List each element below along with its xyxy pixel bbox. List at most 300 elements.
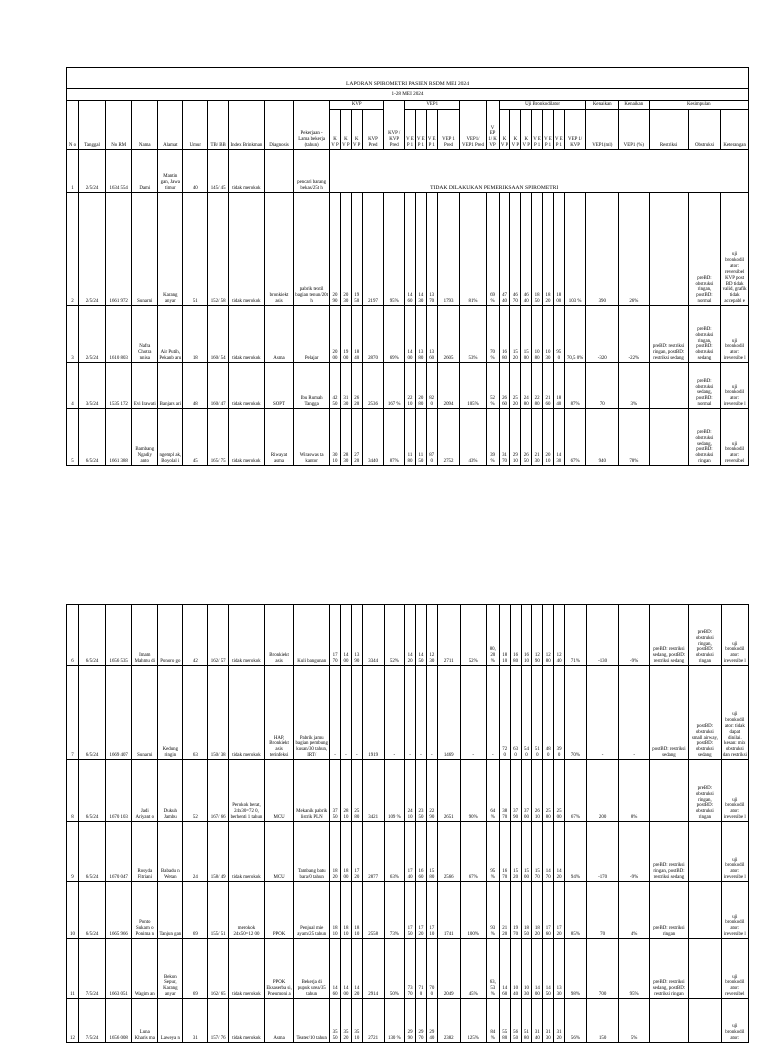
row-bd-1: 47 40 bbox=[499, 193, 510, 306]
header-kenaikan-ml: VEP1(ml) bbox=[586, 110, 619, 150]
row-restriksi bbox=[649, 409, 688, 466]
header-pekerjaan: Pekerjaan -Lama bekerja (tahun) bbox=[294, 101, 330, 150]
header-umur: Umur bbox=[183, 101, 208, 150]
row-umur: 45 bbox=[183, 409, 208, 466]
row-index-brinkman: Perokok berat, 24x30=72 0, berhenti 1 tahun bbox=[229, 760, 265, 822]
row-kvp-pct: 87% bbox=[384, 409, 405, 466]
row-tanggal: 6/5/24 bbox=[78, 409, 105, 466]
table-row bbox=[67, 999, 749, 1043]
row-keterangan: uji bronkodil ator: ireversibe l bbox=[721, 306, 749, 363]
table-row bbox=[67, 363, 749, 409]
row-bd-1: 72 0 bbox=[499, 666, 510, 760]
row-bd-3: 26 50 bbox=[521, 409, 532, 466]
header-kenaikan-pct-group: Kenaikan bbox=[619, 101, 649, 110]
report-period-row bbox=[67, 89, 749, 101]
row-bd-2: 19 70 bbox=[510, 882, 521, 939]
row-obstruksi bbox=[689, 822, 722, 882]
row-no-rm: 1670 103 bbox=[106, 760, 132, 822]
table-row bbox=[67, 409, 749, 466]
row-vep1-pct: 52% bbox=[460, 605, 486, 666]
header-alamat: Alamat bbox=[158, 101, 183, 150]
row-kvp-1: 18 10 bbox=[330, 882, 341, 939]
row-tanggal: 6/5/24 bbox=[78, 666, 105, 760]
header-bd-6: V E P 1 bbox=[553, 110, 564, 150]
row-vep1-2: - bbox=[416, 666, 427, 760]
row-kvp-3: 14 20 bbox=[351, 939, 362, 999]
row-bd-5: 17 60 bbox=[543, 882, 554, 939]
row-tanggal: 2/5/24 bbox=[78, 306, 105, 363]
row-kvp-pct: 73% bbox=[384, 882, 405, 939]
row-vep1-1: 73 70 bbox=[405, 939, 416, 999]
row-diagnosis bbox=[264, 150, 293, 193]
row-kvp-pred: 2721 bbox=[362, 999, 384, 1043]
row-vep1-1: 14 60 bbox=[405, 193, 416, 306]
row-kvp-pct: 63% bbox=[384, 822, 405, 882]
row-bd-4: 22 80 bbox=[532, 363, 543, 409]
row-alamat: Dukuh Jambu bbox=[158, 760, 183, 822]
row-kvp-2: 19 00 bbox=[340, 306, 351, 363]
row-obstruksi: postBD: obstruksi small airway, postBD: obstruksi sedang bbox=[689, 666, 722, 760]
header-vep1-3: V E P 1 bbox=[426, 110, 437, 150]
row-index-brinkman: tidak merokok bbox=[229, 999, 265, 1043]
row-bd-2: 63 0 bbox=[510, 666, 521, 760]
row-kvp-pct: 69% bbox=[384, 306, 405, 363]
row-nama: Nafra Chotra nnisa bbox=[132, 306, 158, 363]
row-bd-ratio: 70,5 0% bbox=[564, 306, 586, 363]
row-kvp-2: - bbox=[341, 666, 352, 760]
row-restriksi bbox=[649, 999, 688, 1043]
row-alamat: Tanjun gan bbox=[158, 882, 183, 939]
row-bd-4: 18 20 bbox=[532, 882, 543, 939]
row-vep1-3: 22 90 bbox=[426, 760, 437, 822]
row-bd-6: 13 30 bbox=[554, 939, 565, 999]
row-bd-ratio: 85% bbox=[565, 882, 587, 939]
row-nama: Evi Irawati bbox=[132, 363, 158, 409]
row-vep1-pct: 81% bbox=[460, 193, 486, 306]
row-bd-1: 16 80 bbox=[499, 306, 510, 363]
row-vep1-2: 29 70 bbox=[416, 999, 427, 1043]
row-no: 8 bbox=[67, 760, 79, 822]
row-pekerjaan: Mekanik pabrik listrik PLN bbox=[294, 760, 330, 822]
row-no: 2 bbox=[67, 193, 79, 306]
row-kenaikan-ml: -130 bbox=[586, 605, 619, 666]
row-tb-bb: 167/ 66 bbox=[208, 760, 229, 822]
row-bd-3: 54 0 bbox=[521, 666, 532, 760]
row-umur: 24 bbox=[183, 822, 208, 882]
row-kvp-3: 18 40 bbox=[351, 306, 362, 363]
row-vep1-1: - bbox=[405, 666, 416, 760]
row-kenaikan-ml: 940 bbox=[586, 409, 619, 466]
row-kenaikan-pct: -22% bbox=[619, 306, 649, 363]
header-group-row bbox=[67, 101, 749, 110]
row-pekerjaan: Wiraswas ta kantor bbox=[294, 409, 330, 466]
row-index-brinkman: merokok 24x50=12 00 bbox=[229, 882, 265, 939]
row-obstruksi: preBD: obstruksi ringan, postBD: obstruksi ringan bbox=[689, 760, 722, 822]
header-keterangan: Keterangan bbox=[721, 110, 749, 150]
row-kenaikan-pct: -9% bbox=[619, 605, 649, 666]
row-no: 3 bbox=[67, 306, 79, 363]
row-vep1-pred: 2049 bbox=[437, 939, 460, 999]
row-bd-6: 14 20 bbox=[554, 822, 565, 882]
row-kenaikan-pct: 3% bbox=[619, 363, 649, 409]
row-restriksi: preBD: restriksi sedang, postBD: restriksi ringan bbox=[649, 939, 688, 999]
row-kvp-2: 28 10 bbox=[341, 760, 352, 822]
row-bd-6: 25 00 bbox=[554, 760, 565, 822]
header-no-rm: No RM bbox=[106, 101, 132, 150]
table-row bbox=[67, 306, 749, 363]
row-vep1-kvp: 63, 53 % bbox=[486, 939, 499, 999]
row-no: 1 bbox=[67, 150, 79, 193]
row-bd-1: 38 70 bbox=[499, 760, 510, 822]
row-tanggal: 6/5/24 bbox=[78, 760, 105, 822]
row-diagnosis: MCU bbox=[264, 822, 293, 882]
row-kenaikan-ml: -170 bbox=[586, 822, 619, 882]
row-no-rm: 1535 172 bbox=[106, 363, 132, 409]
row-bd-ratio: 71% bbox=[565, 605, 587, 666]
header-bronkodilator-group: Uji Bronkodilator bbox=[499, 101, 586, 110]
row-no-rm: 1665 966 bbox=[106, 882, 132, 939]
row-keterangan: uji bronkodil ator: ireversibe l bbox=[721, 363, 749, 409]
row-kvp-pred: 2558 bbox=[362, 882, 384, 939]
header-vep1-pred: VEP 1 Pred bbox=[437, 110, 460, 150]
row-bd-1: 31 70 bbox=[499, 409, 510, 466]
table-row bbox=[67, 666, 749, 760]
row-bd-4: 21 30 bbox=[532, 409, 543, 466]
row-kenaikan-ml: 390 bbox=[586, 193, 619, 306]
row-vep1-kvp: 95 % bbox=[486, 822, 499, 882]
row-bd-6: 18 40 bbox=[553, 363, 564, 409]
row-kvp-pct: 167 % bbox=[384, 363, 405, 409]
row-bd-6: 95 0 bbox=[553, 306, 564, 363]
row-tanggal: 2/5/24 bbox=[78, 150, 105, 193]
row-bd-ratio: 98% bbox=[565, 939, 587, 999]
row-bd-2: 56 50 bbox=[510, 999, 521, 1043]
row-pekerjaan: Pabrik jamu bagian pembung kusan/30 tahun, IRT/ bbox=[294, 666, 330, 760]
row-tb-bb: 152/ 58 bbox=[208, 193, 229, 306]
row-bd-5: 12 80 bbox=[543, 605, 554, 666]
row-no: 12 bbox=[67, 999, 79, 1043]
row-kvp-2: 18 00 bbox=[341, 822, 352, 882]
row-kvp-pct: 109 % bbox=[384, 760, 405, 822]
row-alamat: Bekon Sepur, Karang anyar bbox=[158, 939, 183, 999]
row-bd-3: 51 80 bbox=[521, 999, 532, 1043]
row-kvp-1: 20 00 bbox=[330, 306, 341, 363]
row-kenaikan-pct: 95% bbox=[619, 939, 649, 999]
header-nama: Nama bbox=[132, 101, 158, 150]
row-bd-4: 51 0 bbox=[532, 666, 543, 760]
row-vep1-pred: 2711 bbox=[437, 605, 460, 666]
row-vep1-kvp: - bbox=[486, 666, 499, 760]
row-bd-2: 37 90 bbox=[510, 760, 521, 822]
row-bd-4: 18 50 bbox=[532, 193, 543, 306]
row-vep1-kvp: 93 % bbox=[486, 882, 499, 939]
row-diagnosis: Riwayat asma bbox=[264, 409, 293, 466]
row-vep1-2: 17 20 bbox=[416, 882, 427, 939]
table-row bbox=[67, 939, 749, 999]
header-vep1-group: VEP1 bbox=[405, 101, 460, 110]
row-restriksi bbox=[649, 363, 688, 409]
row-kvp-3: - bbox=[351, 666, 362, 760]
row-bd-3: 46 40 bbox=[521, 193, 532, 306]
row-index-brinkman: tidak merokok bbox=[228, 150, 264, 193]
row-no-rm: 1656 535 bbox=[106, 605, 132, 666]
row-keterangan: uji bronkodil ator: tidak dapat dinilai. kesan: mix obstruksi dan restriksi bbox=[721, 666, 748, 760]
header-bd-3: K V P bbox=[521, 110, 532, 150]
row-vep1-kvp: 39 % bbox=[486, 409, 499, 466]
row-vep1-1: 14 20 bbox=[405, 605, 416, 666]
row-vep1-pred: 1741 bbox=[437, 882, 460, 939]
row-vep1-kvp: 70 % bbox=[486, 306, 499, 363]
row-kenaikan-pct: 78% bbox=[619, 409, 649, 466]
row-nama: Rosyda Fitriani bbox=[132, 822, 158, 882]
report-title-row bbox=[67, 68, 749, 89]
row-pekerjaan: pabrik textil bagian tenun/20t h bbox=[294, 193, 330, 306]
row-kvp-1: 37 50 bbox=[330, 760, 341, 822]
header-kenaikan-pct: VEP1 (%) bbox=[619, 110, 649, 150]
row-restriksi: preBD: restriksi ringan, postBD: restriksi sedang bbox=[649, 306, 688, 363]
row-bd-6: 17 20 bbox=[554, 882, 565, 939]
row-index-brinkman: tidak merokok bbox=[228, 193, 264, 306]
row-vep1-pct: 125% bbox=[460, 999, 486, 1043]
row-kvp-3: 19 50 bbox=[351, 193, 362, 306]
row-no-rm: 1634 554 bbox=[106, 150, 132, 193]
row-kvp-3: 18 10 bbox=[351, 882, 362, 939]
row-vep1-2: 23 50 bbox=[416, 760, 427, 822]
row-bd-3: 24 80 bbox=[521, 363, 532, 409]
row-kvp-2: 20 30 bbox=[340, 193, 351, 306]
row-nama: Sunarni bbox=[132, 193, 158, 306]
header-kvp-1: K V P bbox=[330, 110, 341, 150]
header-tanggal: Tanggal bbox=[78, 101, 105, 150]
row-restriksi: preBD: restriksi ringan bbox=[649, 882, 688, 939]
row-alamat: Laweya n bbox=[158, 999, 183, 1043]
row-kvp-1: 14 60 bbox=[330, 939, 341, 999]
row-tanggal: 3/5/24 bbox=[78, 363, 105, 409]
row-kenaikan-pct: 26% bbox=[619, 193, 649, 306]
row-bd-ratio: 67% bbox=[564, 409, 586, 466]
row-diagnosis: Bronkiekt asis bbox=[264, 605, 293, 666]
row-vep1-pred: 1469 bbox=[437, 666, 460, 760]
row-restriksi bbox=[649, 193, 688, 306]
row-index-brinkman: tidak merokok bbox=[228, 409, 264, 466]
row-no: 9 bbox=[67, 822, 79, 882]
row-kvp-2: 28 30 bbox=[340, 409, 351, 466]
row-vep1-pct: 43% bbox=[460, 409, 486, 466]
row-obstruksi bbox=[689, 939, 722, 999]
row-bd-4: 15 70 bbox=[532, 822, 543, 882]
report-period: 1-28 MEI 2024 bbox=[67, 89, 749, 101]
table-row bbox=[67, 193, 749, 306]
header-kvp-pred: KVP Pred bbox=[362, 110, 384, 150]
header-diagnosis: Diagnosis bbox=[264, 101, 293, 150]
row-bd-6: 31 20 bbox=[554, 999, 565, 1043]
row-obstruksi bbox=[689, 882, 722, 939]
row-tanggal: 7/5/24 bbox=[78, 939, 105, 999]
row-bd-4: 14 00 bbox=[532, 939, 543, 999]
header-bd-5: V E P 1 bbox=[543, 110, 554, 150]
row-alamat: Air Putih, Pekanb aru bbox=[158, 306, 183, 363]
row-bd-5: 25 80 bbox=[543, 760, 554, 822]
row-vep1-3: 13 70 bbox=[426, 193, 437, 306]
row-vep1-2: 13 80 bbox=[415, 306, 426, 363]
row-kenaikan-ml: 700 bbox=[586, 939, 619, 999]
row-pekerjaan: Ibu Rumah Tangga bbox=[294, 363, 330, 409]
row-bd-6: 12 40 bbox=[554, 605, 565, 666]
header-vep1-2: V E P 1 bbox=[415, 110, 426, 150]
row-vep1-3: - bbox=[426, 666, 437, 760]
row-obstruksi: preBD: obstruksi sedang, postBD: obstruksi ringan bbox=[688, 409, 721, 466]
row-umur: 48 bbox=[183, 363, 208, 409]
header-bd-ratio: VEP 1/ KVP bbox=[564, 110, 586, 150]
row-kvp-3: 35 10 bbox=[351, 999, 362, 1043]
row-kvp-1: 42 50 bbox=[330, 363, 341, 409]
row-bd-2: 16 80 bbox=[510, 605, 521, 666]
row-tb-bb: 160/ 47 bbox=[208, 363, 229, 409]
header-no: N o bbox=[67, 101, 79, 150]
row-alamat: Banjars ari bbox=[158, 363, 183, 409]
row-keterangan: uji bronkodil ator: ireversibe l bbox=[721, 882, 748, 939]
header-bd-2: K V P bbox=[510, 110, 521, 150]
row-bd-ratio: 70% bbox=[565, 666, 587, 760]
report-title: LAPORAN SPIROMETRI PASIEN RSDM MEI 2024 bbox=[67, 68, 749, 89]
row-bd-3: 18 50 bbox=[521, 882, 532, 939]
row-kvp-pred: 2197 bbox=[362, 193, 384, 306]
row-no: 10 bbox=[67, 882, 79, 939]
row-kenaikan-pct: 8% bbox=[619, 760, 649, 822]
row-kenaikan-ml: 150 bbox=[586, 999, 619, 1043]
row-kvp-1: 30 10 bbox=[330, 409, 341, 466]
row-kvp-2: 31 30 bbox=[340, 363, 351, 409]
row-diagnosis: MCU bbox=[264, 760, 293, 822]
row-bd-6: 14 30 bbox=[553, 409, 564, 466]
row-kvp-pct: 95% bbox=[384, 193, 405, 306]
row-no-rm: 1670 047 bbox=[106, 822, 132, 882]
row-nama: Bambang Ngadiy anto bbox=[132, 409, 158, 466]
row-bd-2: 10 40 bbox=[510, 939, 521, 999]
row-alamat: Karang anyar bbox=[158, 193, 183, 306]
row-diagnosis: bronkiekt asis bbox=[264, 193, 293, 306]
header-bd-1: K V P bbox=[499, 110, 510, 150]
row-nama: Jadi Ariyant o bbox=[132, 760, 158, 822]
row-nama: Luna Kharis ma bbox=[132, 999, 158, 1043]
row-vep1-pred: 2651 bbox=[437, 760, 460, 822]
row-kvp-pred: 2870 bbox=[362, 306, 384, 363]
row-tanggal: 6/5/24 bbox=[78, 882, 105, 939]
row-bd-3: 16 10 bbox=[521, 605, 532, 666]
header-index-brinkman: Index Brinkman bbox=[228, 101, 264, 150]
row-kvp-pred: 3421 bbox=[362, 760, 384, 822]
row-tb-bb: 162/ 57 bbox=[208, 605, 229, 666]
table-row bbox=[67, 605, 749, 666]
row-restriksi bbox=[649, 760, 688, 822]
row-vep1-pct: 105% bbox=[460, 363, 486, 409]
row-kvp-pred: 3344 bbox=[362, 605, 384, 666]
row-pekerjaan: Penjual mie ayam/25 tahun bbox=[294, 882, 330, 939]
row-keterangan: uji bronkodil ator: ireversibe l bbox=[721, 822, 748, 882]
row-diagnosis: SOPT bbox=[264, 363, 293, 409]
row-bd-2: 46 70 bbox=[510, 193, 521, 306]
row-bd-ratio: 56% bbox=[565, 999, 587, 1043]
row-umur: 40 bbox=[183, 150, 208, 193]
row-kvp-1: 17 70 bbox=[330, 605, 341, 666]
row-vep1-1: 17 50 bbox=[405, 882, 416, 939]
row-kvp-2: 14 00 bbox=[341, 939, 352, 999]
row-umur: 52 bbox=[183, 760, 208, 822]
row-kvp-3: 25 80 bbox=[351, 760, 362, 822]
row-tb-bb: 162/ 65 bbox=[208, 939, 229, 999]
row-keterangan: uji bronkodil ator: ireversibe l bbox=[721, 605, 748, 666]
row-bd-5: 10 30 bbox=[543, 306, 554, 363]
row-kvp-pct: 52% bbox=[384, 605, 405, 666]
row-vep1-3: 82 0 bbox=[426, 363, 437, 409]
row-notice: TIDAK DILAKUKAN PEMERIKSAAN SPIROMETRI bbox=[330, 150, 749, 193]
row-bd-2: 15 20 bbox=[510, 306, 521, 363]
row-bd-4: 10 80 bbox=[532, 306, 543, 363]
row-bd-ratio: 103 % bbox=[564, 193, 586, 306]
row-kenaikan-pct: -9% bbox=[619, 822, 649, 882]
row-kvp-1: 20 90 bbox=[330, 193, 341, 306]
row-keterangan: uji bronkodil ator: reversibel KVP post BD tidak valid, grafik tidak accepabl e bbox=[721, 193, 749, 306]
row-nama: Dami bbox=[132, 150, 158, 193]
row-bd-4: 31 40 bbox=[532, 999, 543, 1043]
row-restriksi: preBD: restriksi ringan, postBD: restriksi sedang bbox=[649, 822, 688, 882]
row-kvp-pred: 2914 bbox=[362, 939, 384, 999]
row-bd-5: 14 70 bbox=[543, 822, 554, 882]
header-bd-4: V E P 1 bbox=[532, 110, 543, 150]
row-bd-ratio: 94% bbox=[565, 822, 587, 882]
row-index-brinkman: tidak merokok bbox=[228, 306, 264, 363]
row-alamat: Mantin gan, Jawa timur bbox=[158, 150, 183, 193]
row-bd-1: 18 10 bbox=[499, 605, 510, 666]
row-vep1-pred: 2752 bbox=[437, 409, 460, 466]
row-obstruksi bbox=[689, 999, 722, 1043]
row-kvp-2: 18 10 bbox=[341, 882, 352, 939]
row-diagnosis: PPOK Eksaserba si, Pneumoni a bbox=[264, 939, 293, 999]
row-tb-bb: 158/ 49 bbox=[208, 822, 229, 882]
row-vep1-pct: 90% bbox=[460, 760, 486, 822]
row-tanggal: 2/5/24 bbox=[78, 193, 105, 306]
row-kenaikan-ml: - bbox=[586, 666, 619, 760]
row-kvp-3: 27 20 bbox=[351, 409, 362, 466]
row-vep1-pred: 2094 bbox=[437, 363, 460, 409]
row-kenaikan-pct: 4% bbox=[619, 882, 649, 939]
row-restriksi: postBD: restriksi sedang bbox=[649, 666, 688, 760]
row-bd-5: 14 50 bbox=[543, 939, 554, 999]
row-vep1-pred: 2566 bbox=[437, 822, 460, 882]
row-diagnosis: Asma bbox=[264, 999, 293, 1043]
row-alamat: Kedung ringin bbox=[158, 666, 183, 760]
row-keterangan: uji bronkodil ator: ireversibe l bbox=[721, 760, 748, 822]
row-kvp-pct: - bbox=[384, 666, 405, 760]
row-index-brinkman: tidak merokok bbox=[229, 822, 265, 882]
row-bd-3: 37 00 bbox=[521, 760, 532, 822]
row-no-rm: 1669 407 bbox=[106, 666, 132, 760]
row-keterangan: uji bronkodil ator: bbox=[721, 999, 748, 1043]
row-bd-4: 26 10 bbox=[532, 760, 543, 822]
table-row bbox=[67, 882, 749, 939]
row-pekerjaan: Tambang batu bara/0 tahun bbox=[294, 822, 330, 882]
row-bd-2: 25 20 bbox=[510, 363, 521, 409]
row-no-rm: 1661 388 bbox=[106, 409, 132, 466]
row-bd-1: 26 60 bbox=[499, 363, 510, 409]
row-vep1-3: 17 10 bbox=[426, 882, 437, 939]
row-vep1-1: 29 90 bbox=[405, 999, 416, 1043]
row-obstruksi: preBD: obstruksi ringan, postBD: obstruksi sedang bbox=[688, 306, 721, 363]
row-kvp-2: 14 00 bbox=[341, 605, 352, 666]
row-vep1-kvp: 69 % bbox=[486, 193, 499, 306]
row-no-rm: 1610 803 bbox=[106, 306, 132, 363]
row-no: 4 bbox=[67, 363, 79, 409]
